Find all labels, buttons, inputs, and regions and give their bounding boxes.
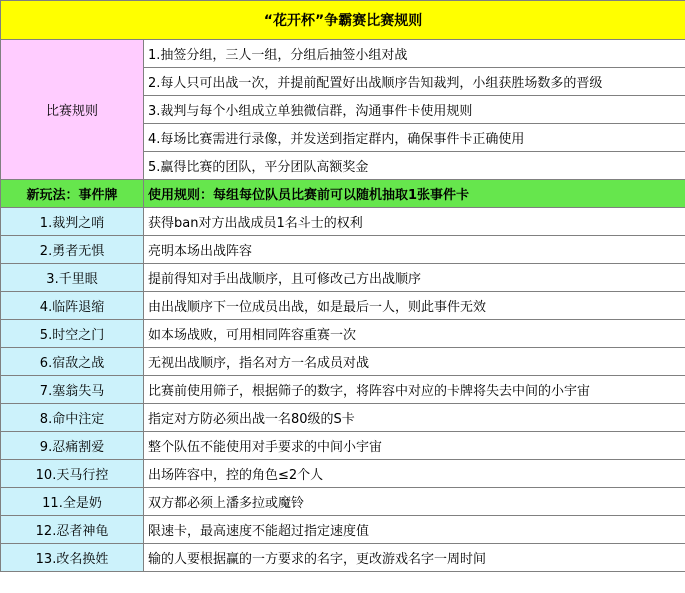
- card-name: 7.塞翁失马: [1, 376, 144, 404]
- table-row: [1, 488, 685, 516]
- card-name: 4.临阵退缩: [1, 292, 144, 320]
- table-row: [1, 404, 685, 432]
- card-name: 9.忍痛割爱: [1, 432, 144, 460]
- table-row: [1, 208, 685, 236]
- table-row: [1, 516, 685, 544]
- card-desc: 亮明本场出战阵容: [144, 236, 685, 264]
- table-row: [1, 460, 685, 488]
- table-row: [1, 292, 685, 320]
- rule-item: 4.每场比赛需进行录像，并发送到指定群内，确保事件卡正确使用: [144, 124, 685, 152]
- title-row: [1, 1, 685, 40]
- card-name: 11.全是奶: [1, 488, 144, 516]
- card-desc: 输的人要根据赢的一方要求的名字，更改游戏名字一周时间: [144, 544, 685, 572]
- card-desc: 指定对方防必须出战一名80级的S卡: [144, 404, 685, 432]
- rule-item: 5.赢得比赛的团队，平分团队高额奖金: [144, 152, 685, 180]
- card-desc: 双方都必须上潘多拉或魔铃: [144, 488, 685, 516]
- card-desc: 提前得知对手出战顺序，且可修改己方出战顺序: [144, 264, 685, 292]
- card-desc: 无视出战顺序，指名对方一名成员对战: [144, 348, 685, 376]
- card-desc: 限速卡，最高速度不能超过指定速度值: [144, 516, 685, 544]
- card-desc: 出场阵容中，控的角色≤2个人: [144, 460, 685, 488]
- table-row: [1, 432, 685, 460]
- card-desc: 比赛前使用筛子，根据筛子的数字，将阵容中对应的卡牌将失去中间的小宇宙: [144, 376, 685, 404]
- card-name: 6.宿敌之战: [1, 348, 144, 376]
- table-row: [1, 264, 685, 292]
- rule-row: [1, 40, 685, 68]
- card-desc: 如本场战败，可用相同阵容重赛一次: [144, 320, 685, 348]
- card-name: 1.裁判之哨: [1, 208, 144, 236]
- card-name: 12.忍者神龟: [1, 516, 144, 544]
- card-name: 8.命中注定: [1, 404, 144, 432]
- rules-label: 比赛规则: [1, 40, 144, 180]
- rule-item: 3.裁判与每个小组成立单独微信群，沟通事件卡使用规则: [144, 96, 685, 124]
- table-row: [1, 544, 685, 572]
- table-row: [1, 320, 685, 348]
- card-name: 10.天马行控: [1, 460, 144, 488]
- card-name: 2.勇者无惧: [1, 236, 144, 264]
- card-name: 5.时空之门: [1, 320, 144, 348]
- card-name: 3.千里眼: [1, 264, 144, 292]
- new-play-label: 新玩法：事件牌: [1, 180, 144, 208]
- new-play-row: [1, 180, 685, 208]
- table-row: [1, 376, 685, 404]
- card-desc: 获得ban对方出战成员1名斗士的权利: [144, 208, 685, 236]
- table-row: [1, 348, 685, 376]
- card-desc: 由出战顺序下一位成员出战，如是最后一人，则此事件无效: [144, 292, 685, 320]
- card-name: 13.改名换姓: [1, 544, 144, 572]
- new-play-rule: 使用规则：每组每位队员比赛前可以随机抽取1张事件卡: [144, 180, 685, 208]
- table-row: [1, 236, 685, 264]
- rule-item: 2.每人只可出战一次，并提前配置好出战顺序告知裁判，小组获胜场数多的晋级: [144, 68, 685, 96]
- card-desc: 整个队伍不能使用对手要求的中间小宇宙: [144, 432, 685, 460]
- table-title: “花开杯”争霸赛比赛规则: [1, 1, 685, 40]
- rule-item: 1.抽签分组，三人一组，分组后抽签小组对战: [144, 40, 685, 68]
